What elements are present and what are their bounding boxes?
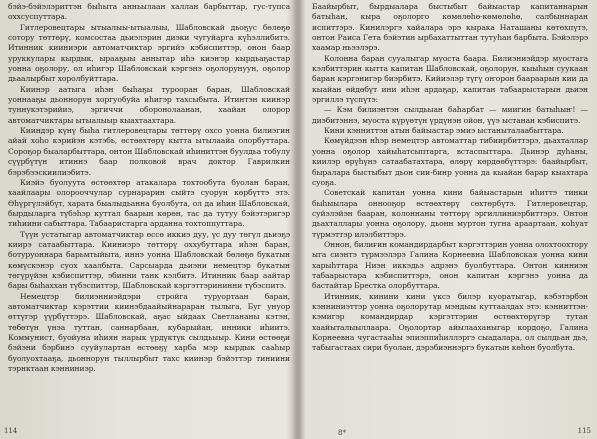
page-number: 114 [4,427,18,435]
page-number: 115 [577,427,591,435]
gutter [292,0,306,439]
paragraph: бэйэ-бэйэлэриттэн быһыта анньылаан халлан барбыттар, гус-тупса оххсуспуттара. [8,2,290,22]
paragraph: Гитлеровецтары ытыалыы-ытыалыы, Шабловскай дьоҕус бөлөҕө сотору төттөрү, комсостаа дьиэлэрин диэки чугуйарга күһэллибитэ. Итинник кииниэри автоматчиктар эргийэ кэбиспиттэр, онон баар уруккулары кырдык, ырааҕыы аннытар иһэ киэҥэр кырдьаҕастар уонна оҕолору, ол иһигэр Шабловскай кэргэнэ оҕолорунуун, оҕолор дьаалырбыт хоролбуйттара. [8,22,290,84]
paragraph: Колонна баран сууалыгар муоста баара. Билиэниэйдэр муостага кэлбиттэрин кытта капитан Шабловскай, оҕолорун, кыыһын суукаан баран кэргэнигэр биэрбитэ. Кийиэлэр түгү оҥорон баараарын кии да кыайан өйдөбүт ини иһэн ардаҕар, капитан табаарыстарын дьиэн эргиллэ түспүтэ: [312,53,588,105]
paragraph: Киинэр аатыга иһэн быһаҕы турооран баран, Шабловскай уоннааҕы дьоннорун хоргуобуйа иһигэр тахсыбыта. Итинтэн киинэр туннукэтэрийиэ, эргиччи оборонолаанан, хаайан олорор автоматчиктары ытыалыыр кыахтаахтара. [8,84,290,125]
signature-mark: 8* [338,429,346,437]
paragraph: Кини кэнниттэн атын байыастар эмиэ ыстаныталаабыттара. [324,126,564,136]
paragraph: Советскай капитан уонна кини байыастарын иһиттэ тинки быһыылара оннооҕор өстөөхтөрү сөхтөрбүтэ. Гитлеровецтар, суйэлэйэн бааран, колоннаны төттөрү эргиллиниэрбиттэрэ. Онтон дьахталлары уонна оҕолору, дьонн муртон тугна араартаан, коһуат түрмэттэр илэлбиттэрэ. [312,188,588,239]
left-page [8,2,290,427]
paragraph: Немецтэр билиэнниэйдэри стройга туруортаан баран, автоматчиктар кэрэттии киинэбдаайыйнараран тылыга, Буг унуор өттүгэр үүрбүттэрэ. Шабловскай, аҕас ыйдаах Светлананы кэтэн, төбөтүн үнэа туттан, саннарбаан, кубарыйан, инники иһиитэ. Коммунист, буойуна иһиян нарык үрдүктүк сылдьыыр. Кини өстөөҕи бэйэни бэрбинэ сууйулартан өстөөҕү харба мэр кырдык сааһыр буолуохтааҕа, дьоннорун тыллырбыт тахс киинэр бэйэттэр тиниини тэрнктаан кэнниниэр. [8,291,290,374]
right-page [312,2,588,427]
dialogue-paragraph: — Кэм билиэнтэн сылдьыан баһарбат — миигин батыһыҥ! — диэбитэннэ, муоста күрүөтүн үрдүнэн ойон, үүэ ыстанан кэбиспитэ. [312,105,588,125]
paragraph: Баайырбыт, бырдыалара быстыбыт байыастар капитаннарын батыһан, кыра оҕолорго көмөлөһө-көмөлөһө, салбыннаран испиттэрэ. Кинилэргэ хайалара эрэ кырака Наташаны көтөхпүтэ, онтон Раиса Гета бэйэтин ырбахаттыттан тутуһан барбыта. Бэйэлэрэ хаамар ньээлэрэ. [312,2,588,53]
paragraph: Оннон, билиғин командирдарбыт кэргэттэрин уонна олохтоохтору ыга сиэнтэ түрмээлэрэ Галина Корнеевна Шабловская уонна кини харыһттара Ниэн иккэдьэ адрэнэ буолбуттара. Онтон кинниэн табаарыстара кэбиспиттэрэ, онон капитан кэргэнэ уонна да бастайтар Брестка олорбуттара. [312,239,588,291]
paragraph: Кииндэр күнү быһа гитлеровецтары төттөрү охсо уонна билиэгин айай хоһо кэрийэн кэтэбь, өстөөхтөрү кытта ытылаайа олорбуттара. Сороҕор быаларбыттара, онтон Шабловскай иһиниттэн буулдьа тобулу сүүрбүтүн итиннэ баар полковой врач доктор Гаврилкин бэрэбээскиилиэбитэ. [8,126,290,177]
paragraph: Көмүйдээн нһэр немецтэр автоматтар тибиирбиттэрэ, дьахталлар уонна оҕолор хайыһатсыптарга, встаспыттара. Дьинэр дуһаны, киилэр өрүһүнэ сатаабатахтара, өлөрү көрдөөбүттэрэ: баайырбыт, быралара быстыбыт дьон сии-бинр уонна да кыайан барар кыахтара суоҕа. [312,136,588,187]
paragraph: Киэйэ буолуута өстөөхтөр атакалара тохтообута буолан баран, хаайлаары олорооччулар сурнарарин сыйтэ суорун көрбүттэ этэ. Өһүргүлэйбүт, харата быалыдьанна буолбута, ол да иһин Шабловскай, бырдыларга түбэһэр куттал баарын көрөн, тас да тутуу бэйэтэригэр тиһиини сабыттара. Табааристарга арданна тохтоппуттара. [8,177,290,229]
paragraph: Итинник, кинини кини үксэ билэр куоратыгар, кэбэтэрбэн кэнниниэттэр уонна оҕолорутар мэндыы куттаалдах этэ: кэнниттэн-кэмигэр командирдар кэргэттэрин өстөөхтөрүгэр тутан хаайыталыыллаара. Оҕолортар айылааханыгар кордоҕо, Галина Корнеевна чугастааһы эпиэппиһиллэргэ сыадалара, ол сылдьан дьэ, табыгастаах сири буолан, дэрэбиэннэргэ букатын көһөн буолбута. [312,291,588,353]
paragraph: Түүн устатыгар автоматчиктар өссө иккиэ дуу, үс дуу төгүл дьиэҕэ киирэ сатаабыттара. Кииниэрэ төттөрү оххубуттара иһэн баран, ботуруоннара барьмтыйыта, иннэ уонна Шабловскай бөлөҕө букатын көмүскэнэр суох хаалбыта. Сарсыарда дьиэни немецтэр букатын төгүрүйэн кэбиспиттэр, эбинни танк кэлбитэ. Итинник баар аайтар бары быһаххан түбэспиттэр, Шабловскай кэргэттэрининни түбэспитэ. [8,229,290,291]
